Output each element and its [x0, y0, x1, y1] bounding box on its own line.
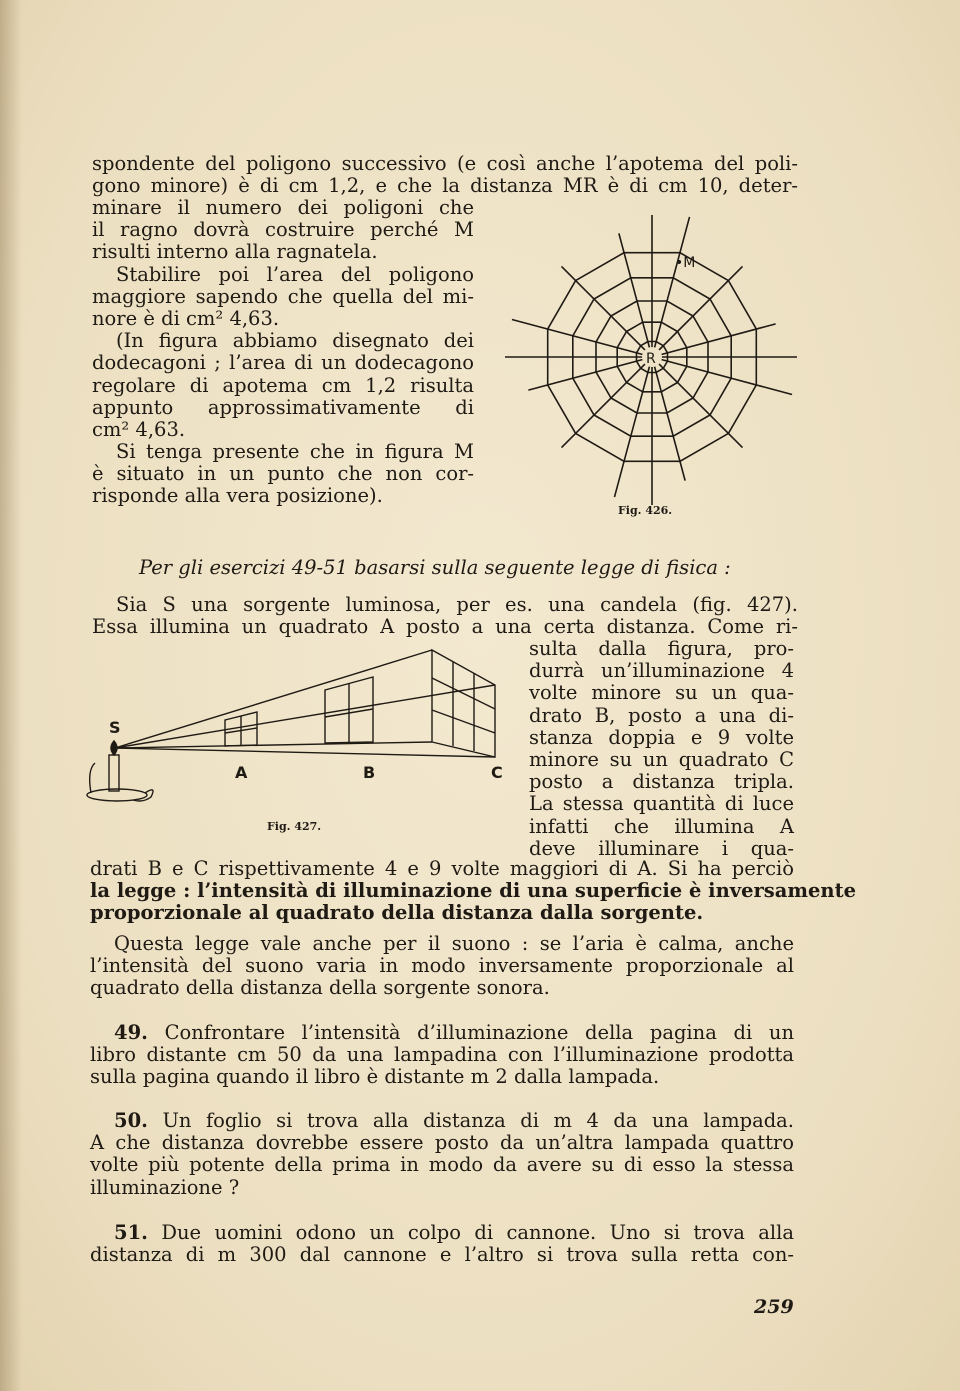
text-line: il ragno dovrà costruire perché M — [92, 218, 474, 242]
text-line: Sia S una sorgente luminosa, per es. una candela (fig. 427). — [116, 593, 798, 616]
text-line: volte più potente della prima in modo da avere su di esso la stessa — [90, 1153, 794, 1177]
text-line: Si tenga presente che in figura M — [116, 440, 474, 464]
page-edge-shadow — [0, 0, 22, 1391]
text-line: spondente del poligono successivo (e così anche l’apotema del poli- — [92, 152, 798, 175]
text-line: La stessa quantità di luce — [529, 792, 794, 816]
label-b: B — [363, 763, 376, 782]
section-heading: Per gli esercizi 49-51 basarsi sulla seguente legge di fisica : — [139, 556, 731, 579]
text-line: volte minore su un qua- — [529, 681, 794, 705]
text-line: Questa legge vale anche per il suono : se l’aria è calma, anche — [114, 932, 794, 955]
text-line: sulta dalla figura, pro- — [529, 637, 794, 660]
right-column-text — [529, 638, 794, 860]
exercise-number: 51. — [114, 1221, 148, 1244]
text-line: risponde alla vera posizione). — [92, 484, 383, 508]
web-spoke — [512, 319, 652, 357]
label-m: •M — [675, 255, 696, 271]
text-line: Essa illumina un quadrato A posto a una certa distanza. Come ri- — [92, 615, 798, 639]
exercise-49 — [90, 1022, 794, 1089]
web-spoke — [652, 217, 690, 357]
text-line: A che distanza dovrebbe essere posto da un’altra lampada quattro — [90, 1131, 794, 1155]
text-line: appunto approssimativamente di — [92, 395, 474, 419]
text-line: (In figura abbiamo disegnato dei — [116, 329, 474, 353]
text-line: Stabilire poi l’area del poligono — [116, 262, 474, 286]
label-a: A — [235, 763, 248, 782]
text-line — [90, 1022, 794, 1044]
text-line — [90, 1222, 794, 1244]
web-spoke — [652, 357, 792, 395]
text-line — [90, 1110, 794, 1132]
exercise-text: Confrontare l’intensità d’illuminazione della pagina di un — [164, 1021, 795, 1044]
text-line: drati B e C rispettivamente 4 e 9 volte maggiori di A. Si ha perciò — [90, 857, 794, 880]
text-line: sulla pagina quando il libro è distante m 2 dalla lampada. — [90, 1065, 660, 1089]
exercise-51 — [90, 1222, 794, 1266]
figure-426-caption: Fig. 426. — [618, 504, 673, 517]
sound-paragraph — [90, 933, 794, 1000]
text-line: risulti interno alla ragnatela. — [92, 240, 378, 264]
text-line: proporzionale al quadrato della distanza dalla sorgente. — [90, 901, 704, 925]
text-line: l’intensità del suono varia in modo inversamente proporzionale al — [90, 954, 794, 978]
page-number: 259 — [754, 1296, 794, 1318]
text-line: gono minore) è di cm 1,2, e che la distanza MR è di cm 10, deter- — [92, 174, 798, 198]
exercise-number: 49. — [114, 1021, 148, 1044]
intro-paragraph — [92, 153, 798, 197]
text-line: maggiore sapendo che quella del mi- — [92, 284, 474, 308]
text-line: infatti che illumina A — [529, 814, 794, 838]
text-line: durrà un’illuminazione 4 — [529, 659, 794, 683]
exercise-50 — [90, 1110, 794, 1199]
exercise-number: 50. — [114, 1109, 148, 1132]
text-line: deve illuminare i qua- — [529, 836, 794, 860]
text-line: minore su un quadrato C — [529, 747, 794, 771]
law-paragraph — [90, 857, 857, 925]
figure-426-spiderweb — [505, 215, 800, 515]
text-line: la legge : l’intensità di illuminazione di una superficie è inversamente — [90, 879, 857, 903]
figure-427-light-squares — [85, 645, 515, 815]
text-line: illuminazione ? — [90, 1175, 240, 1199]
text-line: minare il numero dei poligoni che — [92, 196, 474, 219]
exercise-text: Un foglio si trova alla distanza di m 4 da una lampada. — [162, 1109, 794, 1132]
text-line: libro distante cm 50 da una lampadina con l’illuminazione prodotta — [90, 1043, 794, 1067]
label-r: R — [646, 351, 656, 367]
exercise-text: Due uomini odono un colpo di cannone. Uno si trova alla — [161, 1221, 795, 1244]
text-line: posto a distanza tripla. — [529, 770, 794, 794]
text-line: drato B, posto a una di- — [529, 703, 794, 727]
text-line: nore è di cm² 4,63. — [92, 306, 280, 330]
text-line: è situato in un punto che non cor- — [92, 462, 474, 486]
light-paragraph-start — [92, 594, 798, 638]
text-line: distanza di m 300 dal cannone e l’altro si trova sulla retta con- — [90, 1243, 794, 1267]
text-line: quadrato della distanza della sorgente sonora. — [90, 976, 550, 1000]
text-line: dodecagoni ; l’area di un dodecagono — [92, 351, 474, 375]
web-spoke — [614, 357, 652, 497]
text-line: cm² 4,63. — [92, 417, 186, 441]
text-line: stanza doppia e 9 volte — [529, 725, 794, 749]
text-line: regolare di apotema cm 1,2 risulta — [92, 373, 474, 397]
figure-427-caption: Fig. 427. — [267, 820, 322, 833]
left-column-text — [92, 197, 474, 508]
label-s: S — [109, 718, 121, 737]
label-c: C — [491, 763, 503, 782]
